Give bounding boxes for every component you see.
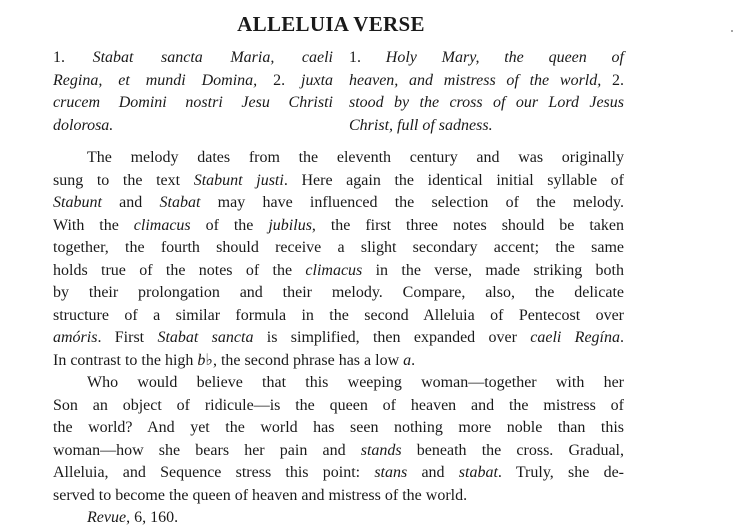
roman-text: of the (190, 216, 269, 234)
italic-text: Stabunt justi (193, 171, 284, 189)
paragraph-2 (53, 372, 624, 507)
margin-speck (731, 30, 733, 32)
roman-text: together, the fourth should receive a slight secondary accent; the same (53, 239, 624, 256)
source-work: Revue (87, 509, 127, 526)
roman-text: . Truly, she de- (497, 464, 624, 481)
roman-text: and (101, 194, 160, 211)
roman-text: by their prolongation and their melody. Compare, also, the delicate (53, 284, 624, 301)
roman-text: 2. (273, 71, 302, 89)
roman-text: 1. (349, 49, 386, 66)
italic-text: juxta (301, 71, 334, 89)
roman-text: holds true of the notes of the (53, 261, 306, 279)
text-line (53, 115, 333, 138)
source-citation (53, 507, 624, 530)
italic-text: Regina, et mundi Domina, (53, 71, 274, 89)
italic-text: Stabat sancta Maria, caeli (92, 49, 333, 66)
roman-text: , the first three notes should be taken (311, 216, 624, 234)
italic-text: dolorosa. (53, 116, 114, 134)
text-line (53, 485, 624, 508)
text-line (53, 215, 624, 238)
text-line (53, 147, 624, 170)
roman-text: and (407, 464, 459, 481)
roman-text: beneath the cross. Gradual, (401, 441, 624, 459)
roman-text: Alleluia, and Sequence stress this point: (53, 464, 375, 481)
roman-text: is simplified, then expanded over (253, 329, 531, 346)
text-line (53, 440, 624, 463)
roman-text: woman—how she bears her pain and (53, 441, 361, 459)
italic-text: climacus (305, 261, 363, 279)
english-verse-column (349, 47, 624, 137)
text-line (53, 327, 624, 350)
text-line (53, 350, 624, 373)
italic-text: Stabunt (53, 194, 102, 211)
italic-text: heaven, and mistress of the world, (349, 71, 612, 89)
text-line (53, 305, 624, 328)
text-line (53, 260, 624, 283)
text-line (53, 417, 624, 440)
italic-text: Stabat (159, 194, 201, 211)
italic-text: stans (374, 464, 408, 481)
italic-text: stabat (458, 464, 498, 481)
italic-text: stands (360, 441, 402, 459)
text-line (349, 47, 624, 70)
text-line (53, 237, 624, 260)
italic-text: stood by the cross of our Lord Jesus (349, 94, 624, 111)
commentary-body (53, 147, 624, 530)
roman-text: The melody dates from the eleventh century and was originally (87, 149, 624, 166)
italic-text: b♭ (197, 351, 213, 369)
text-line (53, 92, 333, 115)
italic-text: Stabat sancta (157, 329, 254, 346)
text-line (53, 70, 333, 93)
roman-text: may have influenced the selection of the melody. (200, 194, 624, 211)
roman-text: In contrast to the high (53, 351, 198, 369)
roman-text: in the verse, made striking both (362, 261, 625, 279)
text-line (53, 462, 624, 485)
text-line (349, 115, 624, 138)
roman-text: 1. (53, 49, 93, 66)
text-line (53, 282, 624, 305)
page-title: ALLELUIA VERSE (237, 12, 425, 36)
text-line (349, 92, 624, 115)
roman-text: , the second phrase has a low (212, 351, 404, 369)
text-line (53, 47, 333, 70)
roman-text: . Here again the identical initial syllable of (283, 171, 625, 189)
roman-text: served to become the queen of heaven and mistress of the world. (53, 486, 468, 504)
italic-text: climacus (133, 216, 191, 234)
text-line (53, 170, 624, 193)
roman-text: sung to the text (53, 171, 194, 189)
italic-text: amóris (53, 329, 98, 346)
source-reference: , 6, 160. (126, 509, 179, 526)
roman-text: Who would believe that this weeping woman—together with her (87, 374, 624, 391)
text-line (53, 372, 624, 395)
roman-text: With the (53, 216, 134, 234)
italic-text: crucem Domini nostri Jesu Christi (53, 94, 333, 111)
roman-text: . (620, 329, 624, 346)
roman-text: . First (97, 329, 158, 346)
text-line (349, 70, 624, 93)
italic-text: jubilus (268, 216, 312, 234)
roman-text: structure of a similar formula in the second Alleluia of Pentecost over (53, 306, 624, 324)
italic-text: Christ, full of sadness. (349, 116, 493, 134)
latin-verse-column (53, 47, 333, 137)
italic-text: caeli Regína (530, 329, 620, 346)
text-line (53, 192, 624, 215)
roman-text: the world? And yet the world has seen nothing more noble than this (53, 419, 624, 436)
italic-text: Holy Mary, the queen of (385, 49, 625, 66)
roman-text: 2. (612, 71, 624, 89)
italic-text: a (403, 351, 412, 369)
text-line (53, 395, 624, 418)
roman-text: Son an object of ridicule—is the queen of heaven and the mistress of (53, 396, 624, 414)
paragraph-1 (53, 147, 624, 372)
roman-text: . (411, 351, 416, 369)
